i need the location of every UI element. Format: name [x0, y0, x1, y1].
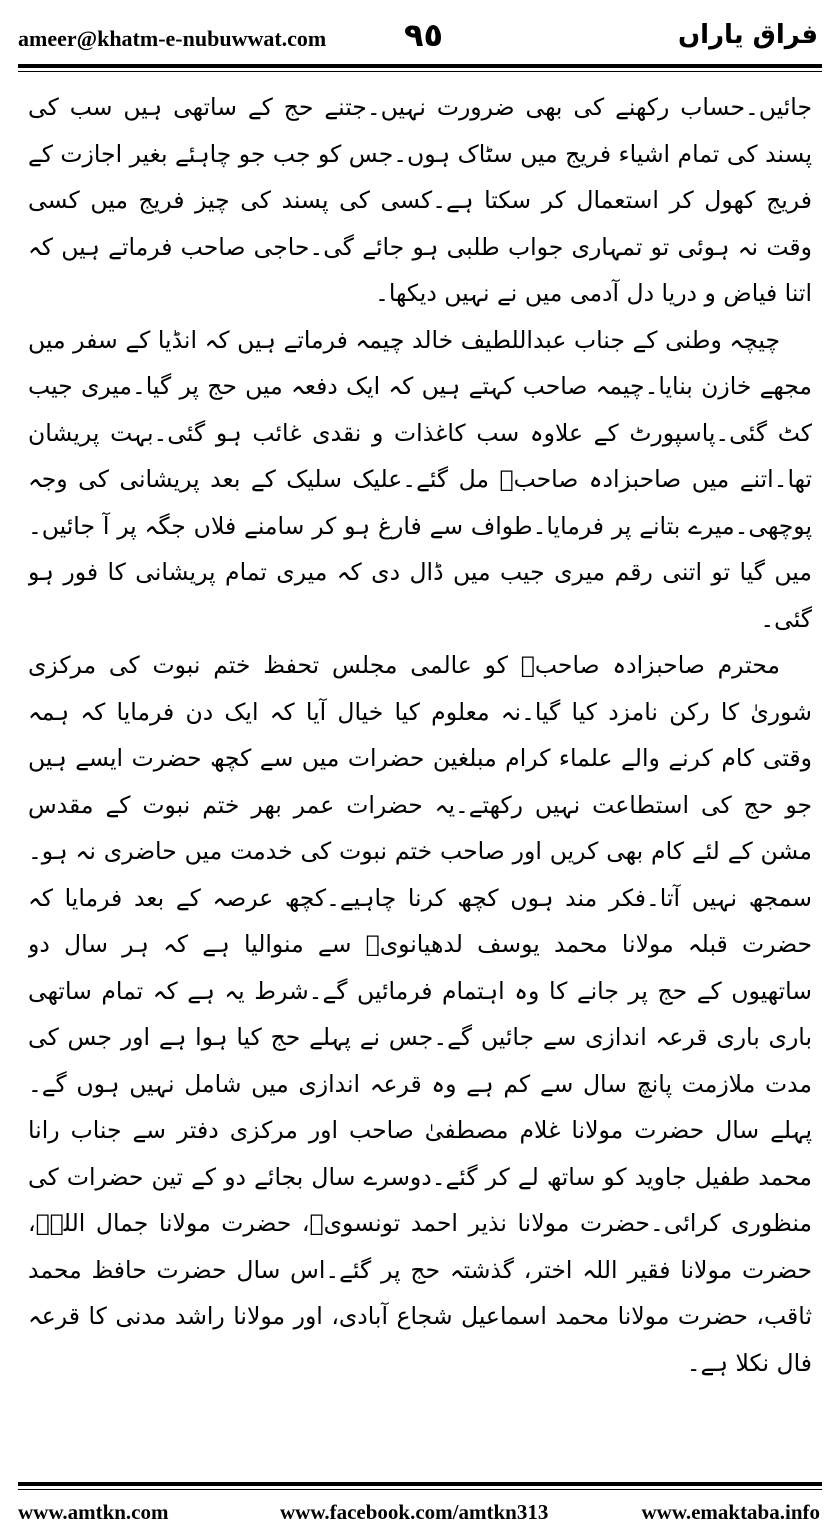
footer-link-amtkn[interactable]: www.amtkn.com	[18, 1500, 169, 1524]
paragraph: چیچہ وطنی کے جناب عبداللطیف خالد چیمہ فرماتے ہیں کہ انڈیا کے سفر میں مجھے خازن بنایا۔چیمہ صاحب کہتے ہیں کہ ایک دفعہ میں حج پر گیا۔میری جیب کٹ گئی۔پاسپورٹ کے علاوہ سب کاغذات و نقدی غائب ہو گئی۔بہت پریشان تھا۔اتنے میں صاحبزادہ صاحبؒ مل گئے۔علیک سلیک کے بعد پریشانی کی وجہ پوچھی۔میرے بتانے پر فرمایا۔طواف سے فارغ ہو کر سامنے فلاں جگہ پر آ جائیں۔میں گیا تو اتنی رقم میری جیب میں ڈال دی کہ میری تمام پریشانی کا فور ہو گئی۔	[28, 325, 812, 633]
book-title: فراق یاراں	[677, 20, 818, 50]
page-header	[18, 14, 822, 62]
header-email: ameer@khatm-e-nubuwwat.com	[18, 26, 327, 51]
page-number: ٩٥	[404, 16, 444, 54]
paragraph: جائیں۔حساب رکھنے کی بھی ضرورت نہیں۔جتنے حج کے ساتھی ہیں سب کی پسند کی تمام اشیاء فریج میں سٹاک ہوں۔جس کو جب جو چاہئے بغیر اجازت کے فریج کھول کر استعمال کر سکتا ہے۔کسی کی پسند کی چیز فریج میں کسی وقت نہ ہوئی تو تمہاری جواب طلبی ہو جائے گی۔حاجی صاحب فرماتے ہیں کہ اتنا فیاض و دریا دل آدمی میں نے نہیں دیکھا۔	[28, 93, 812, 307]
page-footer	[18, 1500, 822, 1530]
header-rule-thin	[18, 71, 822, 72]
footer-link-emaktaba[interactable]: www.emaktaba.info	[641, 1500, 820, 1524]
footer-rule	[18, 1482, 822, 1486]
footer-link-facebook[interactable]: www.facebook.com/amtkn313	[280, 1500, 549, 1524]
header-rule	[18, 64, 822, 68]
paragraph: محترم صاحبزادہ صاحبؒ کو عالمی مجلس تحفظ ختم نبوت کی مرکزی شوریٰ کا رکن نامزد کیا گیا۔نہ معلوم کیا خیال آیا کہ ایک دن فرمایا کہ ہمہ وقتی کام کرنے والے علماء کرام مبلغین حضرات میں سے کچھ حضرت ایسے ہیں جو حج کی استطاعت نہیں رکھتے۔یہ حضرات عمر بھر ختم نبوت کے مقدس مشن کے لئے کام بھی کریں اور صاحب ختم نبوت کی خدمت میں حاضری نہ ہو۔سمجھ نہیں آتا۔فکر مند ہوں کچھ کرنا چاہیے۔کچھ عرصہ کے بعد فرمایا کہ حضرت قبلہ مولانا محمد یوسف لدھیانویؒ سے منوالیا ہے کہ ہر سال دو ساتھیوں کے حج پر جانے کا وہ اہتمام فرمائیں گے۔شرط یہ ہے کہ تمام ساتھی باری باری قرعہ اندازی سے جائیں گے۔جس نے پہلے حج کیا ہوا ہے اور جس کی مدت ملازمت پانچ سال سے کم ہے وہ قرعہ اندازی میں شامل نہیں ہوں گے۔پہلے سال حضرت مولانا غلام مصطفیٰ صاحب اور مرکزی دفتر سے جناب رانا محمد طفیل جاوید کو ساتھ لے کر گئے۔دوسرے سال بجائے دو کے تین حضرات کی منظوری کرائی۔حضرت مولانا نذیر احمد تونسویؒ، حضرت مولانا جمال اللہؒ، حضرت مولانا فقیر اللہ اختر، گذشتہ حج پر گئے۔اس سال حضرت حافظ محمد ثاقب، حضرت مولانا محمد اسماعیل شجاع آبادی، اور مولانا راشد مدنی کا قرعہ فال نکلا ہے۔	[28, 651, 812, 1377]
footer-rule-thin	[18, 1489, 822, 1490]
page-body	[28, 84, 812, 1424]
